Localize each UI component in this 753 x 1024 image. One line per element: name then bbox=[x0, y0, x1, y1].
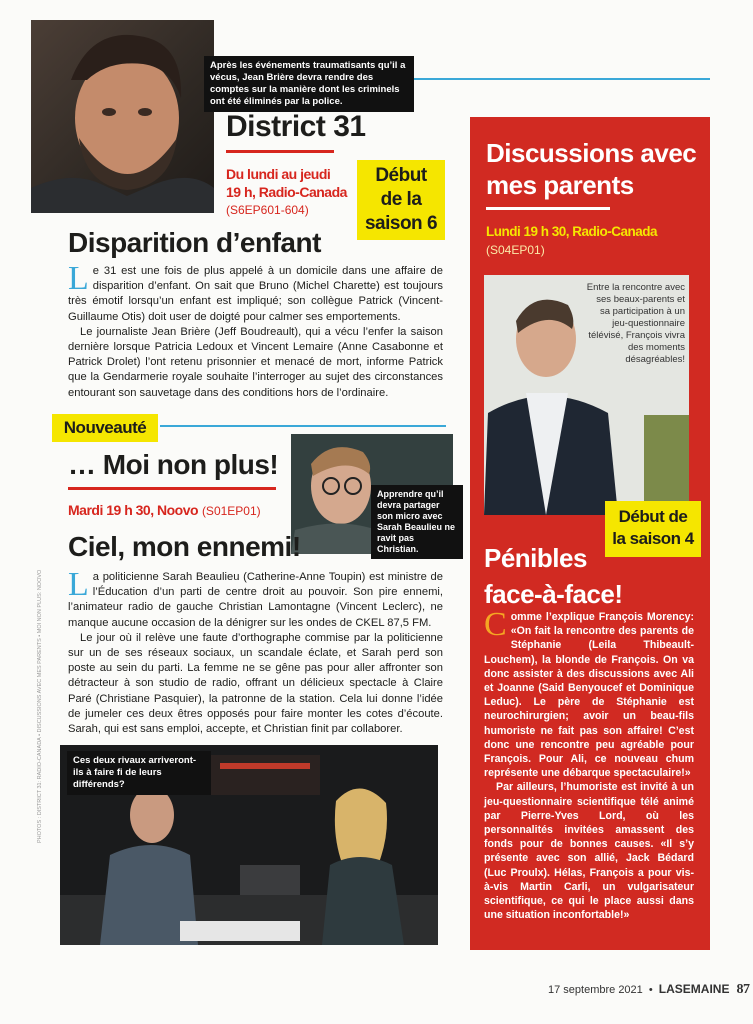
headline-line: face-à-face! bbox=[484, 579, 623, 609]
district-photo-caption: Après les événements traumatisants qu’il a vécus, Jean Brière devra rendre des comptes sur la manière dont les criminels ont été éliminés par la police. bbox=[204, 56, 414, 112]
parents-title bbox=[486, 137, 696, 201]
badge-line: de la bbox=[380, 189, 422, 210]
page-footer bbox=[548, 982, 750, 998]
headline-line: Pénibles bbox=[484, 543, 587, 573]
district-schedule-line1: Du lundi au jeudi bbox=[226, 166, 331, 182]
studio-photo-caption: Ces deux rivaux arriveront-ils à faire fi de leurs différends? bbox=[67, 751, 211, 795]
jean-briere-photo bbox=[31, 20, 214, 213]
district-schedule-line2: 19 h, Radio-Canada bbox=[226, 184, 347, 200]
side-credit: PHOTOS : DISTRICT 31: RADIO-CANADA • DISCUSSIONS AVEC MES PARENTS • MOI NON PLUS: NOOVO bbox=[37, 569, 43, 843]
district-season-badge bbox=[357, 160, 445, 240]
dropcap: L bbox=[68, 260, 89, 297]
francois-photo-caption: Entre la rencontre avec ses beaux-parents et sa participation à un jeu-questionnaire télévisé, François vivra des moments désagréables! bbox=[586, 282, 685, 365]
district-episode: (S6EP601-604) bbox=[226, 203, 309, 217]
issue-date: 17 septembre 2021 bbox=[548, 984, 643, 996]
parents-headline bbox=[484, 540, 623, 612]
moi-title: … Moi non plus! bbox=[68, 449, 279, 480]
district-title-underline bbox=[226, 150, 334, 153]
brand-la: LA bbox=[658, 982, 675, 996]
dropcap: C bbox=[484, 606, 507, 643]
moi-title-underline bbox=[68, 487, 276, 490]
nouveaute-tag: Nouveauté bbox=[52, 414, 158, 442]
paragraph: Le jour où il relève une faute d’orthographe commise par la politicienne sur un de ses réseaux sociaux, un scandale éclate, et Sarah perd son poste au sein du parti. La femme ne se gêne pas pour aller affronter son détracteur à son studio de radio, offrant un délicieux spectacle à Claire Paré (Christiane Pasquier), la patronne de la station. Cela lui donne l’idée de jumeler ces deux êtres opposés pour faire monter les cotes d’écoute. Sarah, qui est sans emploi, accepte, et Christian finit par collaborer. bbox=[68, 631, 443, 736]
moi-schedule: Mardi 19 h 30, Noovo bbox=[68, 502, 199, 518]
mid-blue-rule bbox=[160, 425, 446, 427]
brand-semaine: SEMAINE bbox=[674, 982, 730, 996]
paragraph: a politicienne Sarah Beaulieu (Catherine-Anne Toupin) est ministre de l’Éducation d’un parti de centre droit au pouvoir. Son pire ennemi, l’animateur radio de gauche Christian Lamontagne (Vincent Leclerc), ne manque aucune occasion de la dénigrer sur les ondes de CKEL 87,5 FM. bbox=[68, 571, 443, 629]
portrait-illustration bbox=[31, 20, 214, 213]
parents-schedule: Lundi 19 h 30, Radio-Canada bbox=[486, 224, 658, 239]
dropcap: L bbox=[68, 566, 89, 603]
moi-schedule-row bbox=[68, 502, 261, 518]
district-article bbox=[68, 260, 443, 401]
parents-episode: (S04EP01) bbox=[486, 243, 545, 257]
badge-line: Début de bbox=[618, 507, 688, 526]
christian-photo-caption: Apprendre qu’il devra partager son micro avec Sarah Beaulieu ne ravit pas Christian. bbox=[371, 485, 463, 559]
moi-headline: Ciel, mon ennemi! bbox=[68, 531, 301, 562]
badge-line: saison 6 bbox=[364, 213, 438, 234]
moi-episode: (S01EP01) bbox=[201, 504, 261, 518]
moi-article bbox=[68, 566, 443, 737]
paragraph: e 31 est une fois de plus appelé à un domicile dans une affaire de disparition d’enfant. On sait que Bruno (Michel Charette) est toujours très émotif lorsqu’un enfant est impliqué; son collègue Patrick (Vincent-Guillaume Otis) doit user de doigté pour calmer ses emportements. bbox=[68, 265, 443, 323]
title-line: mes parents bbox=[486, 170, 634, 200]
paragraph: Le journaliste Jean Brière (Jeff Boudreault), qui a vécu l’enfer la saison dernière lorsque Patricia Ledoux et Vincent Lemaire (Anne Casabonne et Patrick Drolet) l’ont retenu prisonnier et menacé de mort, informe Patrick que la Gendarmerie royale souhaite l’interroger au sujet des circonstances entourant son sauvetage dans des conditions hors de l’ordinaire. bbox=[68, 325, 443, 399]
paragraph: omme l’explique François Morency: «On fait la rencontre des parents de Stéphanie (Leila Thibeault-Louchem), la blonde de François. On va donc assister à des discussions avec Ali et Joanne (Said Benyoucef et Dominique Leduc). Le père de Stéphanie est neurochirurgien; avoir un beau-fils humoriste ne fait pas son affaire! C’est donc une rencontre peu agréable pour François. Pour Ali, ce nouveau chum représente une débarque spectaculaire!» bbox=[484, 611, 694, 780]
district-title: District 31 bbox=[226, 110, 366, 143]
parents-article bbox=[484, 606, 694, 922]
parents-title-underline bbox=[486, 207, 610, 210]
badge-line: la saison 4 bbox=[612, 529, 694, 548]
footer-bullet: • bbox=[648, 984, 653, 996]
district-headline: Disparition d’enfant bbox=[68, 227, 321, 258]
paragraph: Par ailleurs, l’humoriste est invité à un jeu-questionnaire scientifique télé animé par Pierre-Yves Lord, où les personnalités invitées amassent des fonds pour de bonnes causes. «Il s’y présente avec son allié, Jack Bédard (Luc Proulx). Hélas, François a pour vis-à-vis Martin Carli, un vulgarisateur scientifique, ce qui le place aussi dans une situation inconfortable!» bbox=[484, 781, 694, 922]
badge-line: Début bbox=[375, 165, 427, 186]
title-line: Discussions avec bbox=[486, 138, 697, 168]
page-number: 87 bbox=[736, 982, 750, 997]
